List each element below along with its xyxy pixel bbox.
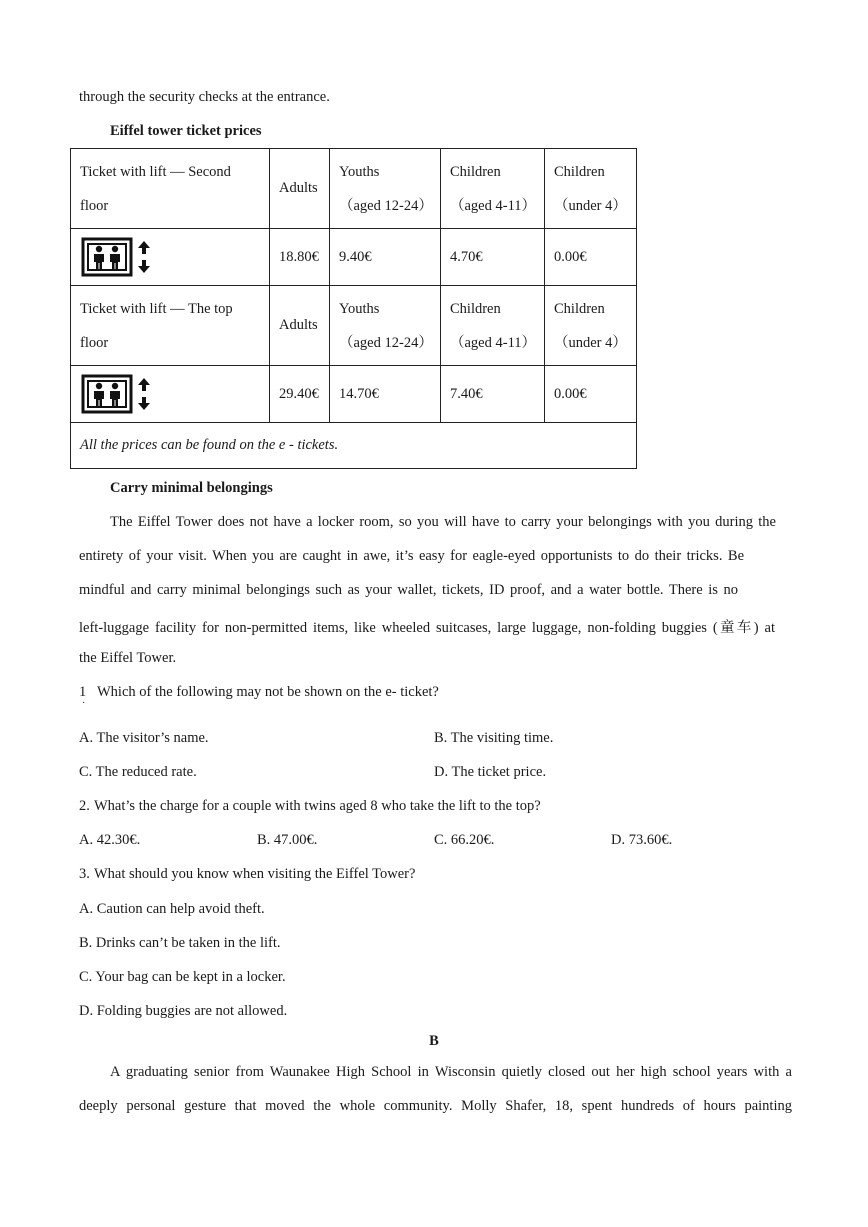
paragraph-line: The Eiffel Tower does not have a locker room, so you will have to carry your belongings with you during the [110, 514, 776, 530]
price-youths: 14.70€ [330, 366, 441, 423]
table-row [71, 366, 637, 423]
option-d[interactable]: D. Folding buggies are not allowed. [79, 1003, 288, 1019]
price-youths: 9.40€ [330, 229, 441, 286]
option-b[interactable]: B. 47.00€. [257, 832, 318, 848]
children-header: Children （aged 4-11） [441, 149, 545, 229]
option-a[interactable]: A. Caution can help avoid theft. [79, 901, 265, 917]
option-c[interactable]: C. 66.20€. [434, 832, 495, 848]
table-header-row [71, 149, 637, 229]
table-note: All the prices can be found on the e - tickets. [71, 423, 637, 469]
lift-icon [71, 366, 270, 423]
ticket-type-cell: Ticket with lift — Second floor [71, 149, 270, 229]
option-b[interactable]: B. The visiting time. [434, 730, 554, 746]
table-header-row [71, 286, 637, 366]
youths-header: Youths （aged 12-24） [330, 286, 441, 366]
question-dot: · [82, 698, 86, 709]
option-d[interactable]: D. The ticket price. [434, 764, 547, 780]
option-c[interactable]: C. Your bag can be kept in a locker. [79, 969, 286, 985]
table-row [71, 229, 637, 286]
price-children: 4.70€ [441, 229, 545, 286]
question-text: Which of the following may not be shown on the e- ticket? [97, 684, 439, 700]
option-a[interactable]: A. 42.30€. [79, 832, 141, 848]
youths-header: Youths （aged 12-24） [330, 149, 441, 229]
price-children: 7.40€ [441, 366, 545, 423]
price-children-under4: 0.00€ [545, 229, 637, 286]
paragraph-line: A graduating senior from Waunakee High School in Wisconsin quietly closed out her high school years with a [110, 1064, 792, 1080]
price-adults: 18.80€ [270, 229, 330, 286]
children-under4-header: Children （under 4） [545, 286, 637, 366]
ticket-type-cell: Ticket with lift — The top floor [71, 286, 270, 366]
question-text: What should you know when visiting the Eiffel Tower? [94, 866, 416, 882]
option-b[interactable]: B. Drinks can’t be taken in the lift. [79, 935, 281, 951]
option-a[interactable]: A. The visitor’s name. [79, 730, 209, 746]
question-text: What’s the charge for a couple with twins aged 8 who take the lift to the top? [94, 798, 541, 814]
section-heading: Carry minimal belongings [110, 480, 273, 496]
paragraph-line: left-luggage facility for non-permitted items, like wheeled suitcases, large luggage, non-folding buggies (童车) at [79, 620, 775, 636]
question-number: 1 [79, 684, 87, 700]
table-note-row [71, 423, 637, 469]
price-adults: 29.40€ [270, 366, 330, 423]
table-title: Eiffel tower ticket prices [110, 123, 262, 139]
paragraph-line: the Eiffel Tower. [79, 650, 177, 666]
children-under4-header: Children （under 4） [545, 149, 637, 229]
paragraph-line: entirety of your visit. When you are caught in awe, it’s easy for eagle-eyed opportunists to do their tricks. Be [79, 548, 744, 564]
part-b-heading: B [429, 1033, 439, 1049]
price-children-under4: 0.00€ [545, 366, 637, 423]
adults-header: Adults [270, 286, 330, 366]
adults-header: Adults [270, 149, 330, 229]
paragraph-line: mindful and carry minimal belongings such as your wallet, tickets, ID proof, and a water bottle. There is no [79, 582, 738, 598]
children-header: Children （aged 4-11） [441, 286, 545, 366]
lift-icon [71, 229, 270, 286]
intro-line: through the security checks at the entrance. [79, 89, 330, 105]
option-d[interactable]: D. 73.60€. [611, 832, 673, 848]
question-number: 3. [79, 866, 90, 882]
question-number: 2. [79, 798, 90, 814]
option-c[interactable]: C. The reduced rate. [79, 764, 197, 780]
ticket-price-table [70, 148, 637, 469]
paragraph-line: deeply personal gesture that moved the whole community. Molly Shafer, 18, spent hundreds of hours painting [79, 1098, 792, 1114]
